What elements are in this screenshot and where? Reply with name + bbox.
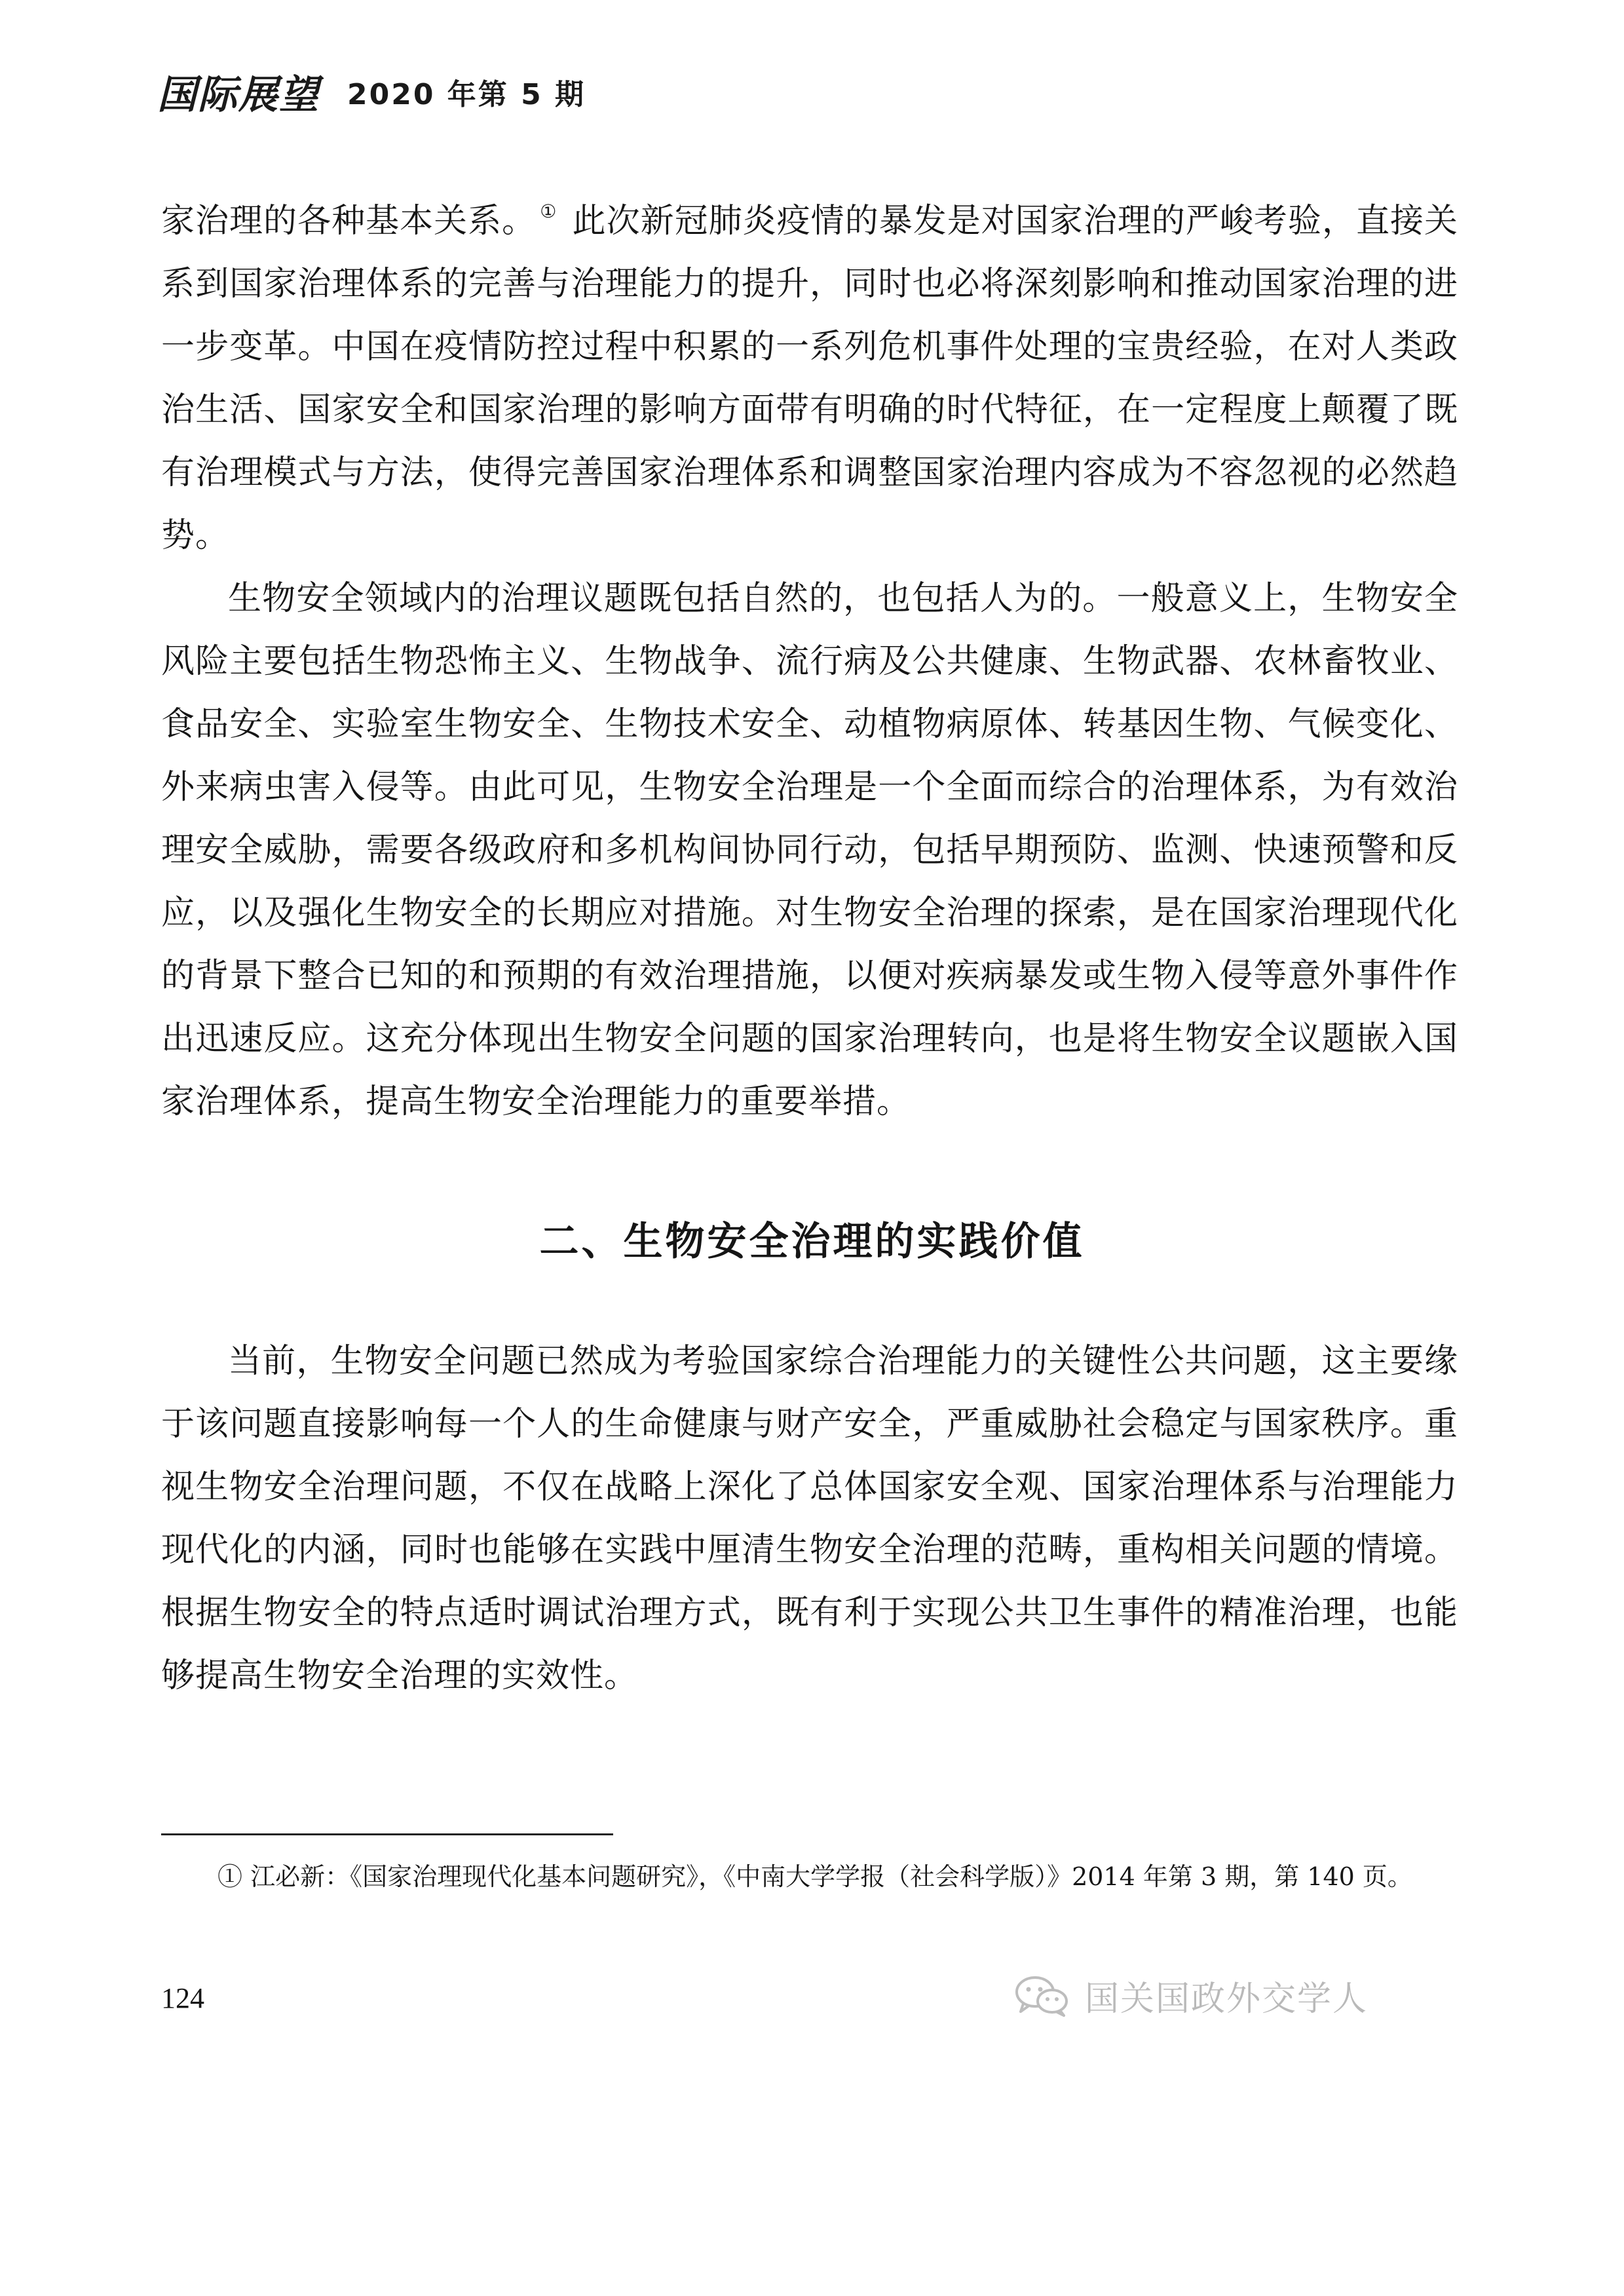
body-text-upper: [161, 190, 1458, 1134]
journal-logo: 国际展望: [157, 72, 320, 118]
paragraph: 生物安全领域内的治理议题既包括自然的，也包括人为的。一般意义上，生物安全风险主要包括生物恐怖主义、生物战争、流行病及公共健康、生物武器、农林畜牧业、食品安全、实验室生物安全、生物技术安全、动植物病原体、转基因生物、气候变化、外来病虫害入侵等。由此可见，生物安全治理是一个全面而综合的治理体系，为有效治理安全威胁，需要各级政府和多机构间协同行动，包括早期预防、监测、快速预警和反应，以及强化生物安全的长期应对措施。对生物安全治理的探索，是在国家治理现代化的背景下整合已知的和预期的有效治理措施，以便对疾病暴发或生物入侵等意外事件作出迅速反应。这充分体现出生物安全问题的国家治理转向，也是将生物安全议题嵌入国家治理体系，提高生物安全治理能力的重要举措。: [161, 579, 1458, 1121]
paragraph: 当前，生物安全问题已然成为考验国家综合治理能力的关键性公共问题，这主要缘于该问题直接影响每一个人的生命健康与财产安全，严重威胁社会稳定与国家秩序。重视生物安全治理问题，不仅在战略上深化了总体国家安全观、国家治理体系与治理能力现代化的内涵，同时也能够在实践中厘清生物安全治理的范畴，重构相关问题的情境。根据生物安全的特点适时调试治理方式，既有利于实现公共卫生事件的精准治理，也能够提高生物安全治理的实效性。: [161, 1342, 1458, 1695]
body-text-lower: [161, 1330, 1458, 1708]
footnote-divider: [161, 1833, 613, 1835]
running-header: [157, 66, 586, 118]
issue-label: 2020 年第 5 期: [347, 78, 586, 111]
paragraph-continued: [161, 190, 1458, 567]
watermark: [1014, 1971, 1368, 2020]
footnote: ① 江必新：《国家治理现代化基本问题研究》，《中南大学学报（社会科学版）》2014 年第 3 期，第 140 页。: [217, 1862, 1412, 1891]
paragraph-text: 家治理的各种基本关系。: [161, 202, 537, 240]
paragraph-text: 此次新冠肺炎疫情的暴发是对国家治理的严峻考验，直接关系到国家治理体系的完善与治理能力的提升，同时也必将深刻影响和推动国家治理的进一步变革。中国在疫情防控过程中积累的一系列危机事件处理的宝贵经验，在对人类政治生活、国家安全和国家治理的影响方面带有明确的时代特征，在一定程度上颠覆了既有治理模式与方法，使得完善国家治理体系和调整国家治理内容成为不容忽视的必然趋势。: [161, 202, 1458, 555]
page-number: 124: [161, 1982, 204, 2014]
wechat-icon: [1014, 1975, 1070, 2017]
watermark-text: 国关国政外交学人: [1085, 1980, 1369, 2019]
footnote-reference[interactable]: ①: [540, 201, 557, 222]
section-heading: 二、生物安全治理的实践价值: [539, 1219, 1085, 1265]
